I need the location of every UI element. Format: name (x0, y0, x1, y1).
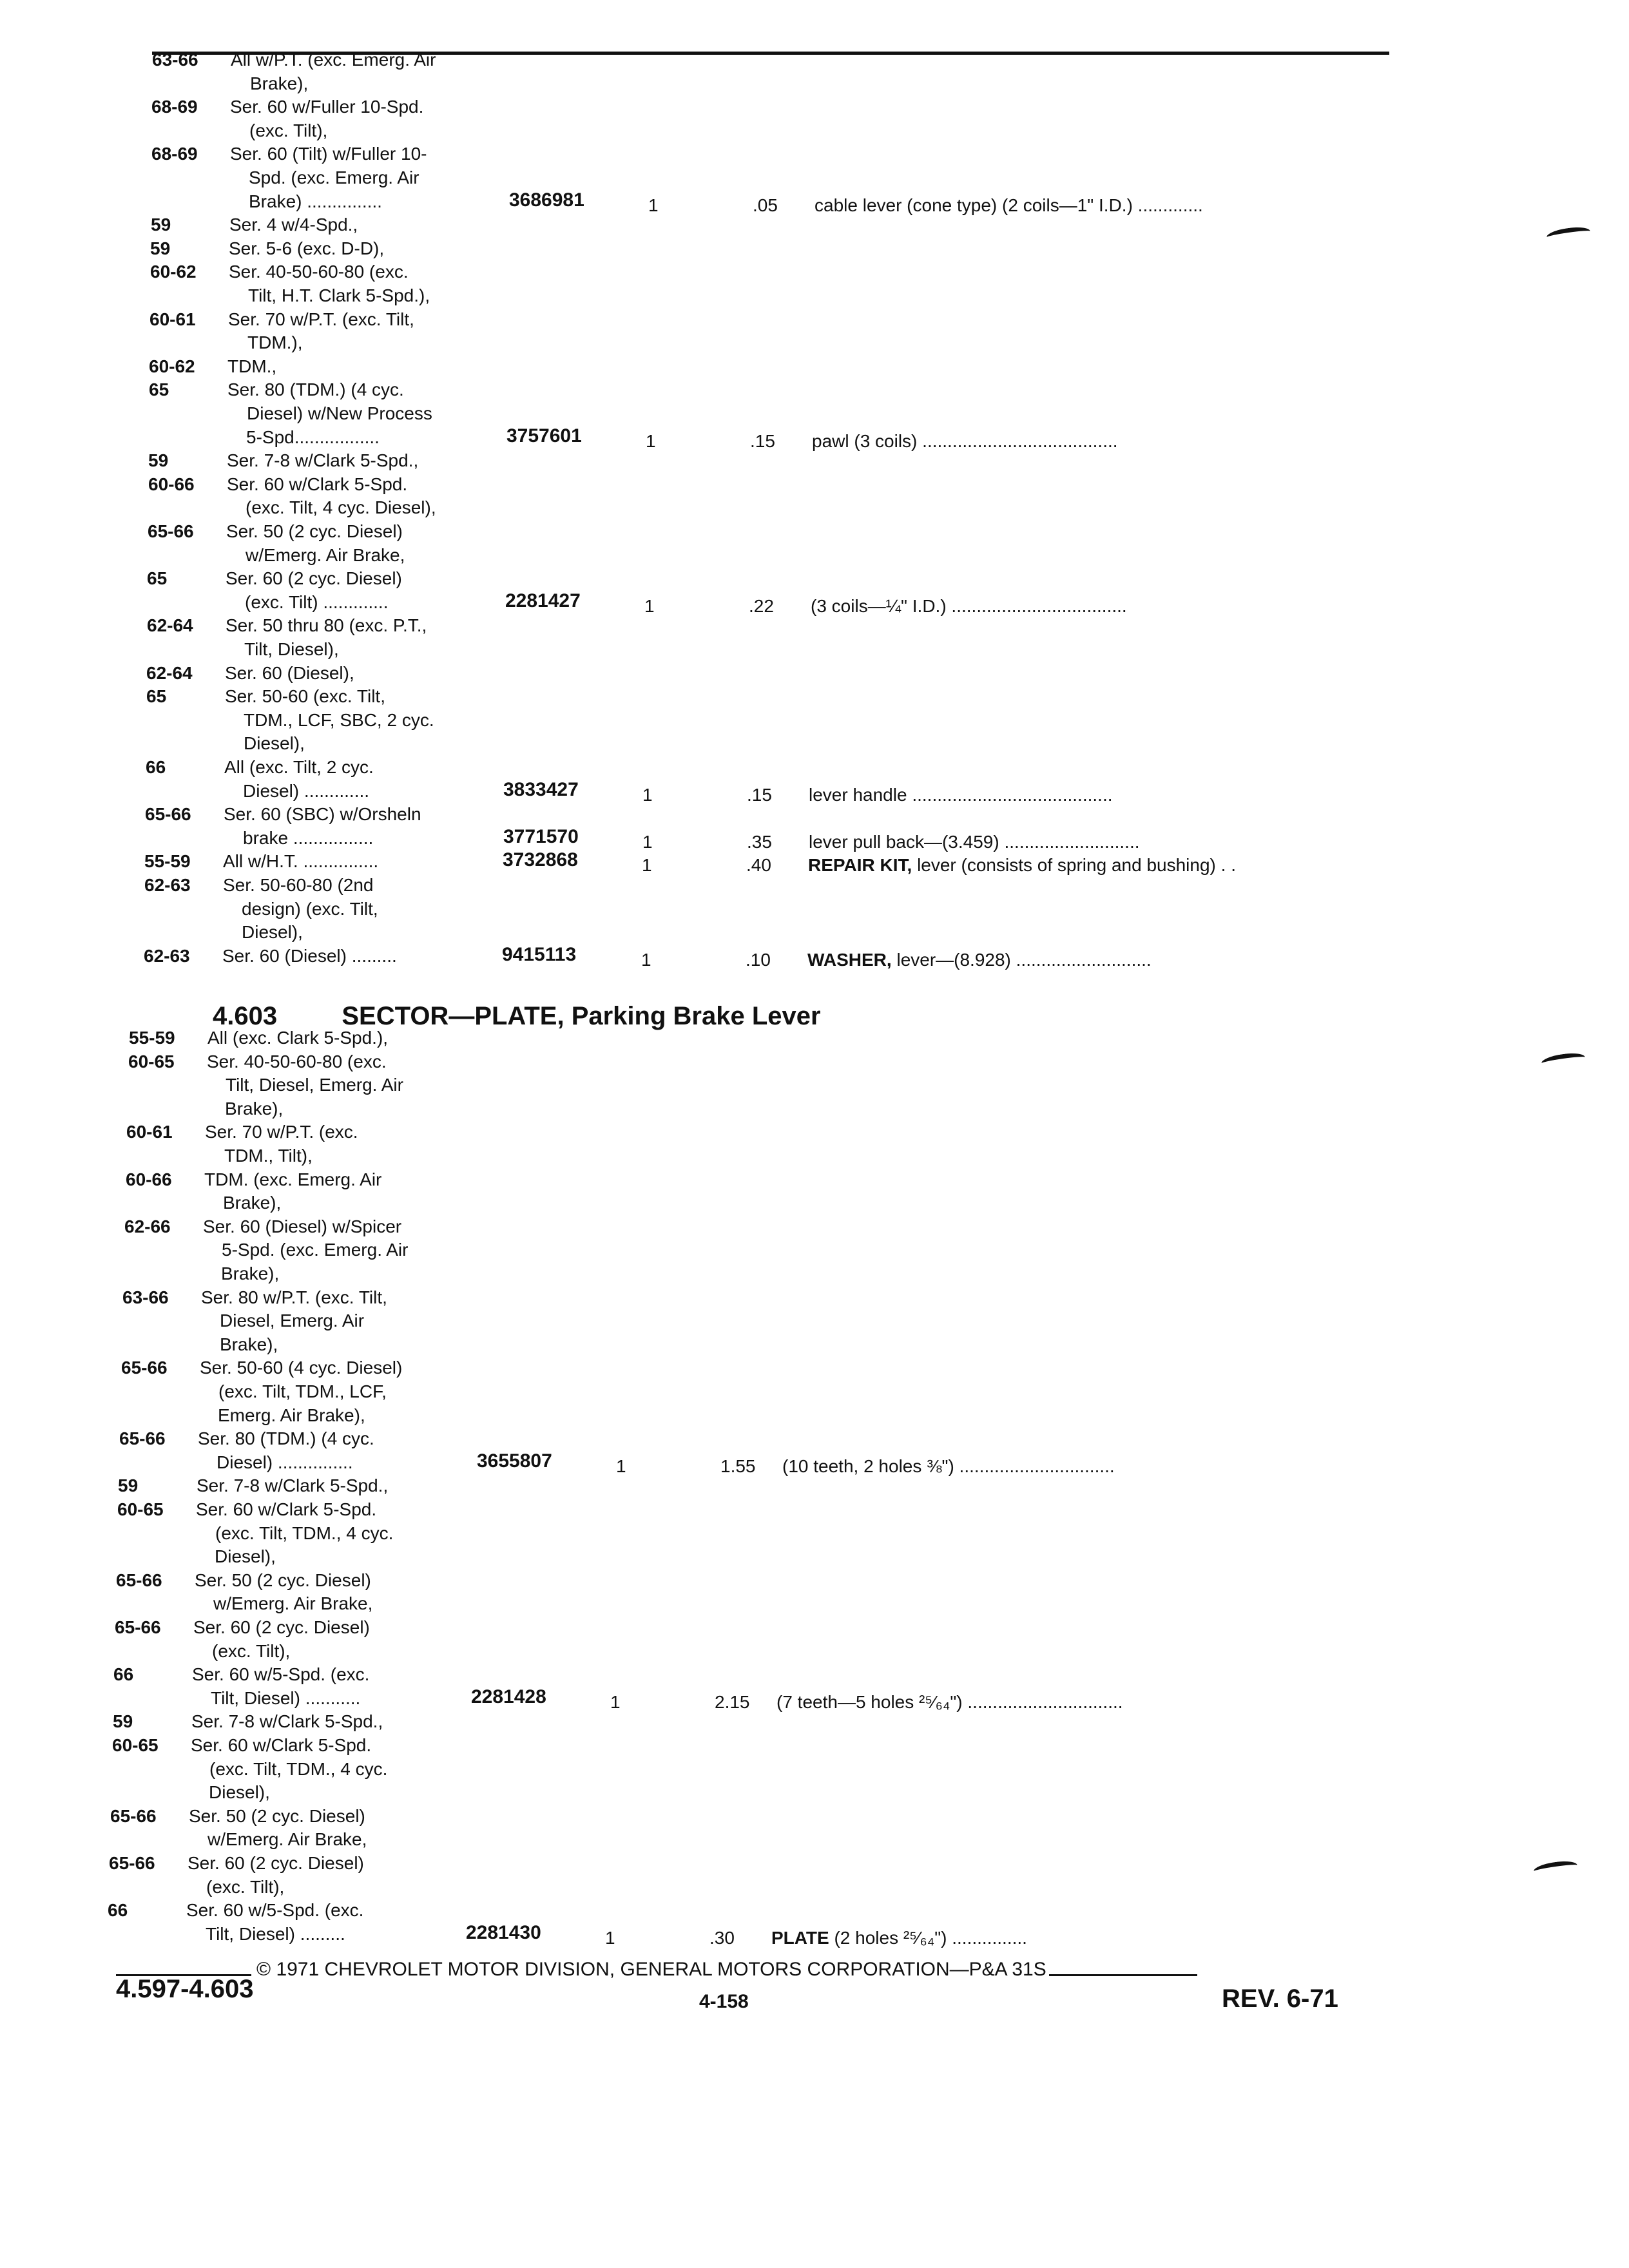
quantity: 1 (641, 949, 651, 970)
application-text: Ser. 70 w/P.T. (exc. (205, 1122, 358, 1142)
application-text: Diesel) ............. (243, 780, 370, 801)
application-text: Ser. 80 w/P.T. (exc. Tilt, (201, 1287, 387, 1307)
application-text: TDM., (227, 356, 277, 376)
application-text: Brake), (220, 1334, 278, 1354)
price: .30 (709, 1927, 735, 1948)
year-range: 59 (118, 1475, 139, 1496)
application-text: (exc. Tilt, TDM., LCF, (218, 1381, 387, 1401)
year-range: 65-66 (145, 804, 191, 825)
part-name: PLATE (771, 1927, 829, 1948)
application-text: Diesel, Emerg. Air (220, 1311, 365, 1331)
description-text: lever handle ........................................ (809, 784, 1113, 805)
part-description (809, 783, 1384, 807)
application-text: Ser. 60 (Tilt) w/Fuller 10- (230, 144, 427, 164)
application-text: Brake) ............... (249, 191, 382, 211)
application-text: Ser. 60 w/Clark 5-Spd. (227, 474, 408, 494)
application-text: Ser. 5-6 (exc. D-D), (229, 238, 385, 258)
application-text: 5-Spd................. (246, 427, 380, 447)
description-text: pawl (3 coils) ....................................... (812, 430, 1118, 451)
year-range: 60-61 (126, 1122, 173, 1142)
part-number: 2281430 (466, 1921, 541, 1943)
part-number: 3732868 (503, 849, 578, 871)
description-text: cable lever (cone type) (2 coils—1" I.D.) ............. (815, 195, 1203, 215)
part-number: 9415113 (502, 943, 577, 965)
part-description (782, 1455, 1384, 1478)
revision-label: REV. 6-71 (1222, 1984, 1338, 2013)
price: 2.15 (715, 1691, 750, 1712)
application-text: All w/P.T. (exc. Emerg. Air (231, 50, 436, 70)
application-text: Ser. 50-60 (4 cyc. Diesel) (200, 1358, 403, 1378)
part-description (776, 1691, 1384, 1714)
copyright-line (116, 1959, 1197, 1981)
year-range: 66 (108, 1900, 128, 1921)
quantity: 1 (648, 195, 659, 215)
application-text: (exc. Tilt), (206, 1876, 285, 1897)
application-text: Ser. 50-60 (exc. Tilt, (225, 686, 385, 707)
application-text: Tilt, Diesel), (244, 639, 339, 659)
application-text: Ser. 50 (2 cyc. Diesel) (226, 521, 403, 541)
part-number: 2281427 (505, 590, 581, 611)
year-range: 62-66 (124, 1216, 171, 1236)
part-number: 3771570 (503, 825, 579, 847)
year-range: 60-65 (117, 1499, 164, 1519)
application-text: w/Emerg. Air Brake, (246, 544, 405, 565)
year-range: 65-66 (110, 1805, 157, 1826)
part-number: 3686981 (509, 189, 584, 211)
application-text: w/Emerg. Air Brake, (213, 1593, 373, 1614)
application-text: Ser. 50 thru 80 (exc. P.T., (226, 615, 427, 636)
application-text: (exc. Tilt), (249, 120, 328, 140)
application-text: Ser. 60 (SBC) w/Orsheln (224, 804, 421, 825)
year-range: 60-62 (149, 356, 195, 376)
part-description (809, 831, 1384, 854)
year-range: 60-65 (128, 1051, 175, 1072)
description-text: (7 teeth—5 holes ²⁵⁄₆₄") ............................... (776, 1691, 1123, 1712)
part-description (811, 595, 1384, 618)
price: .40 (746, 855, 771, 876)
year-range: 59 (113, 1711, 133, 1732)
application-text: Ser. 60 w/Fuller 10-Spd. (230, 97, 424, 117)
year-range: 62-63 (144, 945, 190, 966)
part-number: 3833427 (503, 778, 579, 800)
year-range: 65-66 (119, 1428, 166, 1449)
year-range: 59 (150, 238, 171, 258)
year-range: 68-69 (151, 97, 198, 117)
application-text: Brake), (221, 1264, 280, 1283)
application-text: Emerg. Air Brake), (218, 1405, 365, 1425)
application-text: Ser. 60 (Diesel) ......... (222, 945, 397, 966)
application-text: Diesel) w/New Process (247, 403, 432, 423)
part-description (771, 1927, 1384, 1950)
year-range: 65 (149, 380, 169, 400)
year-range: 60-66 (126, 1169, 172, 1189)
application-text: Ser. 50-60-80 (2nd (223, 875, 374, 895)
price: .10 (746, 949, 771, 970)
application-text: Ser. 40-50-60-80 (exc. (229, 262, 409, 282)
application-text: Ser. 70 w/P.T. (exc. Tilt, (228, 309, 414, 329)
application-text: Ser. 7-8 w/Clark 5-Spd., (197, 1475, 389, 1496)
part-description (815, 194, 1384, 217)
description-text: lever pull back—(3.459) ........................... (809, 831, 1140, 852)
application-text: All (exc. Tilt, 2 cyc. (224, 757, 374, 777)
price: .35 (747, 831, 772, 852)
application-text: Ser. 60 (2 cyc. Diesel) (226, 568, 402, 589)
part-name: WASHER, (807, 949, 892, 970)
description-text: (3 coils—¼" I.D.) ................................... (811, 595, 1127, 616)
application-text: Tilt, H.T. Clark 5-Spd.), (248, 285, 430, 305)
year-range: 65-66 (109, 1853, 155, 1873)
application-text: (exc. Tilt, 4 cyc. Diesel), (246, 497, 436, 518)
description-text: lever (consists of spring and bushing) . . (917, 855, 1236, 876)
application-text: Tilt, Diesel) ......... (206, 1923, 345, 1944)
application-text: (exc. Tilt), (212, 1640, 291, 1661)
application-text: Ser. 60 w/5-Spd. (exc. (192, 1664, 370, 1685)
binder-hole-mark (1541, 1051, 1586, 1069)
quantity: 1 (644, 595, 655, 616)
year-range: 65-66 (115, 1617, 161, 1637)
year-range: 62-63 (144, 875, 191, 895)
application-text: Ser. 60 w/Clark 5-Spd. (196, 1499, 377, 1519)
application-text: Diesel), (215, 1546, 276, 1567)
application-text: Ser. 80 (TDM.) (4 cyc. (198, 1428, 374, 1449)
year-range: 59 (151, 215, 171, 235)
application-text: Ser. 60 (Diesel), (225, 662, 354, 683)
application-text: Ser. 60 w/Clark 5-Spd. (191, 1735, 372, 1755)
description-text: (2 holes ²⁵⁄₆₄") ............... (834, 1927, 1027, 1948)
year-range: 62-64 (146, 662, 193, 683)
application-text: Ser. 60 (2 cyc. Diesel) (193, 1617, 370, 1637)
quantity: 1 (605, 1927, 615, 1948)
part-description (812, 430, 1384, 453)
application-text: Ser. 7-8 w/Clark 5-Spd., (227, 450, 419, 471)
price: .15 (750, 430, 775, 451)
application-text: Ser. 60 (Diesel) w/Spicer (203, 1216, 402, 1236)
price: .22 (749, 595, 774, 616)
application-text: (exc. Tilt, TDM., 4 cyc. (209, 1758, 388, 1779)
application-text: TDM.), (247, 332, 303, 353)
part-number: 2281428 (471, 1686, 546, 1707)
application-text: TDM., Tilt), (224, 1146, 313, 1166)
year-range: 65-66 (116, 1570, 162, 1590)
application-text: brake ................ (243, 827, 374, 848)
year-range: 63-66 (122, 1287, 169, 1307)
description-text: lever—(8.928) ........................... (896, 949, 1152, 970)
application-text: Ser. 50 (2 cyc. Diesel) (189, 1805, 365, 1826)
year-range: 60-66 (148, 474, 195, 494)
quantity: 1 (642, 831, 653, 852)
quantity: 1 (642, 855, 652, 876)
application-text: Diesel), (209, 1782, 270, 1803)
application-text: TDM., LCF, SBC, 2 cyc. (244, 709, 434, 730)
application-text: Ser. 80 (TDM.) (4 cyc. (227, 380, 404, 400)
application-text: Ser. 50 (2 cyc. Diesel) (195, 1570, 371, 1590)
description-text: (10 teeth, 2 holes ⅜") ............................... (782, 1456, 1115, 1476)
copyright-text: © 1971 CHEVROLET MOTOR DIVISION, GENERAL MOTORS CORPORATION—P&A 31S (256, 1959, 1046, 1980)
year-range: 65-66 (121, 1358, 168, 1378)
year-range: 65 (146, 686, 167, 707)
application-text: All w/H.T. ............... (223, 851, 379, 872)
application-text: Brake), (225, 1098, 284, 1119)
year-range: 66 (113, 1664, 134, 1685)
application-text: Ser. 60 (2 cyc. Diesel) (188, 1853, 364, 1873)
year-range: 66 (146, 757, 166, 777)
copyright-rule-right (1049, 1965, 1197, 1976)
section-title: SECTOR—PLATE, Parking Brake Lever (342, 1002, 821, 1030)
year-range: 60-65 (112, 1735, 159, 1755)
application-text: Diesel), (244, 733, 305, 754)
application-text: Ser. 40-50-60-80 (exc. (207, 1051, 387, 1072)
binder-hole-mark (1533, 1859, 1578, 1877)
price: .05 (753, 195, 778, 215)
year-range: 55-59 (129, 1028, 175, 1048)
year-range: 65 (147, 568, 168, 589)
year-range: 62-64 (147, 615, 193, 636)
year-range: 60-62 (150, 262, 197, 282)
section-range: 4.597-4.603 (116, 1975, 254, 2003)
application-text: Brake), (250, 73, 309, 93)
year-range: 60-61 (149, 309, 196, 329)
year-range: 55-59 (144, 851, 191, 872)
application-text: Brake), (223, 1193, 282, 1213)
application-text: Tilt, Diesel, Emerg. Air (226, 1075, 403, 1095)
application-text: Ser. 60 w/5-Spd. (exc. (186, 1900, 364, 1921)
quantity: 1 (610, 1691, 621, 1712)
application-text: (exc. Tilt, TDM., 4 cyc. (215, 1523, 394, 1543)
price: 1.55 (720, 1456, 756, 1476)
section-number: 4.603 (213, 1002, 278, 1030)
price: .15 (747, 784, 772, 805)
application-text: Tilt, Diesel) ........... (211, 1687, 361, 1708)
part-description (808, 854, 1384, 877)
quantity: 1 (646, 430, 656, 451)
application-text: 5-Spd. (exc. Emerg. Air (222, 1240, 409, 1260)
application-text: All (exc. Clark 5-Spd.), (207, 1028, 389, 1048)
application-text: Diesel), (242, 922, 303, 943)
year-range: 65-66 (148, 521, 194, 541)
year-range: 68-69 (151, 144, 198, 164)
part-number: 3655807 (477, 1450, 552, 1472)
application-text: (exc. Tilt) ............. (245, 591, 389, 612)
application-text: Ser. 4 w/4-Spd., (229, 215, 358, 235)
quantity: 1 (642, 784, 653, 805)
part-number: 3757601 (506, 425, 582, 447)
quantity: 1 (616, 1456, 626, 1476)
application-text: Ser. 7-8 w/Clark 5-Spd., (191, 1711, 383, 1732)
application-text: Diesel) ............... (217, 1452, 353, 1472)
binder-hole-mark (1546, 225, 1591, 243)
application-text: TDM. (exc. Emerg. Air (204, 1169, 382, 1189)
application-text: w/Emerg. Air Brake, (207, 1829, 367, 1850)
part-description (807, 948, 1384, 972)
year-range: 59 (148, 450, 169, 471)
application-text: Spd. (exc. Emerg. Air (249, 168, 419, 187)
part-name: REPAIR KIT, (808, 855, 912, 876)
year-range: 63-66 (152, 50, 198, 70)
application-text: design) (exc. Tilt, (242, 898, 378, 919)
page-number: 4-158 (699, 1991, 749, 2012)
